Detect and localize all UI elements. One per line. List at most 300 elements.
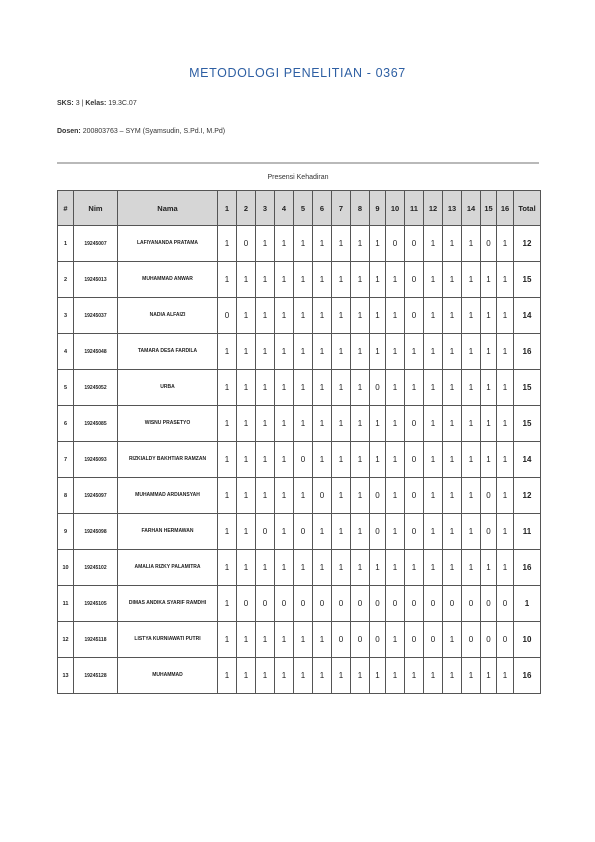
session-attendance: 1 [256, 262, 275, 298]
session-attendance: 0 [294, 442, 313, 478]
attendance-total: 16 [514, 334, 541, 370]
student-nim: 19245037 [74, 298, 118, 334]
session-attendance: 1 [332, 262, 351, 298]
student-nim: 19245098 [74, 514, 118, 550]
table-row [58, 658, 541, 694]
session-attendance: 0 [497, 586, 514, 622]
session-attendance: 0 [332, 586, 351, 622]
session-attendance: 0 [405, 586, 424, 622]
session-attendance: 0 [481, 586, 497, 622]
student-nim: 19245118 [74, 622, 118, 658]
session-attendance: 1 [275, 658, 294, 694]
session-attendance: 1 [351, 478, 370, 514]
session-attendance: 1 [370, 442, 386, 478]
column-header: 7 [332, 191, 351, 226]
student-nim: 19245007 [74, 226, 118, 262]
session-attendance: 1 [256, 622, 275, 658]
table-row [58, 406, 541, 442]
student-name: NADIA ALFAIZI [118, 298, 218, 334]
attendance-total: 14 [514, 442, 541, 478]
session-attendance: 1 [443, 442, 462, 478]
session-attendance: 0 [237, 586, 256, 622]
session-attendance: 1 [386, 370, 405, 406]
student-nim: 19245085 [74, 406, 118, 442]
session-attendance: 1 [313, 334, 332, 370]
session-attendance: 1 [462, 334, 481, 370]
session-attendance: 1 [497, 442, 514, 478]
session-attendance: 1 [386, 334, 405, 370]
column-header: 3 [256, 191, 275, 226]
session-attendance: 0 [370, 514, 386, 550]
session-attendance: 1 [218, 478, 237, 514]
session-attendance: 1 [497, 478, 514, 514]
session-attendance: 1 [256, 658, 275, 694]
session-attendance: 1 [351, 442, 370, 478]
session-attendance: 0 [370, 586, 386, 622]
column-header: 12 [424, 191, 443, 226]
attendance-total: 12 [514, 478, 541, 514]
session-attendance: 1 [462, 478, 481, 514]
session-attendance: 1 [218, 586, 237, 622]
session-attendance: 0 [313, 586, 332, 622]
column-header: Nama [118, 191, 218, 226]
header-row [58, 191, 541, 226]
session-attendance: 1 [443, 262, 462, 298]
session-attendance: 1 [443, 478, 462, 514]
student-name: MUHAMMAD ARDIANSYAH [118, 478, 218, 514]
session-attendance: 1 [405, 370, 424, 406]
session-attendance: 1 [313, 514, 332, 550]
session-attendance: 1 [497, 406, 514, 442]
column-header: 4 [275, 191, 294, 226]
session-attendance: 1 [218, 622, 237, 658]
session-attendance: 1 [424, 370, 443, 406]
table-row [58, 442, 541, 478]
session-attendance: 1 [218, 370, 237, 406]
session-attendance: 1 [256, 334, 275, 370]
session-attendance: 1 [481, 370, 497, 406]
session-attendance: 1 [481, 262, 497, 298]
table-caption: Presensi Kehadiran [267, 174, 329, 181]
row-number: 13 [58, 658, 74, 694]
row-number: 4 [58, 334, 74, 370]
session-attendance: 1 [275, 478, 294, 514]
course-info [57, 100, 137, 107]
session-attendance: 1 [386, 514, 405, 550]
dosen-value: 200803763 – SYM (Syamsudin, S.Pd.I, M.Pd) [82, 128, 226, 135]
student-name: WISNU PRASETYO [118, 406, 218, 442]
session-attendance: 1 [462, 550, 481, 586]
column-header: 9 [370, 191, 386, 226]
session-attendance: 1 [256, 298, 275, 334]
column-header: 16 [497, 191, 514, 226]
session-attendance: 1 [370, 550, 386, 586]
session-attendance: 1 [275, 226, 294, 262]
session-attendance: 1 [275, 622, 294, 658]
table-row [58, 262, 541, 298]
column-header: Total [514, 191, 541, 226]
session-attendance: 1 [443, 298, 462, 334]
session-attendance: 1 [424, 550, 443, 586]
session-attendance: 0 [256, 586, 275, 622]
session-attendance: 1 [313, 550, 332, 586]
session-attendance: 1 [462, 262, 481, 298]
column-header: Nim [74, 191, 118, 226]
session-attendance: 0 [424, 586, 443, 622]
session-attendance: 1 [443, 658, 462, 694]
session-attendance: 0 [370, 622, 386, 658]
session-attendance: 1 [332, 514, 351, 550]
session-attendance: 1 [424, 334, 443, 370]
row-number: 1 [58, 226, 74, 262]
session-attendance: 1 [424, 514, 443, 550]
session-attendance: 1 [386, 298, 405, 334]
session-attendance: 0 [481, 226, 497, 262]
session-attendance: 1 [313, 622, 332, 658]
session-attendance: 1 [386, 658, 405, 694]
session-attendance: 1 [237, 370, 256, 406]
session-attendance: 1 [294, 406, 313, 442]
session-attendance: 1 [497, 658, 514, 694]
kelas-label: Kelas: [85, 100, 107, 107]
column-header: 8 [351, 191, 370, 226]
session-attendance: 1 [370, 298, 386, 334]
session-attendance: 1 [351, 514, 370, 550]
session-attendance: 1 [313, 298, 332, 334]
session-attendance: 1 [462, 226, 481, 262]
attendance-total: 16 [514, 658, 541, 694]
session-attendance: 1 [332, 658, 351, 694]
session-attendance: 1 [218, 334, 237, 370]
session-attendance: 1 [497, 262, 514, 298]
session-attendance: 1 [332, 298, 351, 334]
session-attendance: 1 [424, 406, 443, 442]
session-attendance: 0 [332, 622, 351, 658]
session-attendance: 1 [443, 514, 462, 550]
session-attendance: 1 [424, 298, 443, 334]
session-attendance: 1 [370, 226, 386, 262]
attendance-total: 12 [514, 226, 541, 262]
row-number: 6 [58, 406, 74, 442]
session-attendance: 1 [275, 514, 294, 550]
session-attendance: 1 [481, 550, 497, 586]
session-attendance: 1 [218, 226, 237, 262]
session-attendance: 0 [386, 226, 405, 262]
session-attendance: 1 [481, 334, 497, 370]
session-attendance: 1 [462, 370, 481, 406]
session-attendance: 1 [462, 442, 481, 478]
session-attendance: 1 [462, 658, 481, 694]
session-attendance: 1 [332, 478, 351, 514]
student-name: LISTYA KURNIAWATI PUTRI [118, 622, 218, 658]
dosen-label: Dosen: [57, 128, 81, 135]
session-attendance: 1 [313, 262, 332, 298]
row-number: 2 [58, 262, 74, 298]
student-name: URBA [118, 370, 218, 406]
session-attendance: 0 [443, 586, 462, 622]
column-header: 15 [481, 191, 497, 226]
table-row [58, 622, 541, 658]
table-row [58, 334, 541, 370]
session-attendance: 0 [313, 478, 332, 514]
session-attendance: 1 [351, 658, 370, 694]
attendance-total: 11 [514, 514, 541, 550]
session-attendance: 1 [351, 334, 370, 370]
session-attendance: 1 [497, 226, 514, 262]
session-attendance: 1 [497, 298, 514, 334]
column-header: 10 [386, 191, 405, 226]
session-attendance: 1 [313, 406, 332, 442]
session-attendance: 1 [443, 370, 462, 406]
session-attendance: 1 [443, 406, 462, 442]
session-attendance: 0 [351, 586, 370, 622]
session-attendance: 1 [313, 658, 332, 694]
page-title: METODOLOGI PENELITIAN - 0367 [189, 66, 406, 80]
attendance-total: 14 [514, 298, 541, 334]
session-attendance: 1 [256, 226, 275, 262]
session-attendance: 1 [256, 406, 275, 442]
session-attendance: 1 [332, 370, 351, 406]
session-attendance: 1 [424, 658, 443, 694]
session-attendance: 0 [294, 514, 313, 550]
session-attendance: 1 [462, 406, 481, 442]
student-name: AMALIA RIZKY PALAMITRA [118, 550, 218, 586]
session-attendance: 1 [237, 514, 256, 550]
session-attendance: 1 [386, 406, 405, 442]
row-number: 8 [58, 478, 74, 514]
divider [57, 162, 539, 164]
session-attendance: 1 [313, 226, 332, 262]
session-attendance: 1 [462, 514, 481, 550]
student-name: FARHAN HERMAWAN [118, 514, 218, 550]
table-row [58, 586, 541, 622]
session-attendance: 0 [405, 514, 424, 550]
table-row [58, 550, 541, 586]
session-attendance: 1 [237, 406, 256, 442]
table-row [58, 514, 541, 550]
session-attendance: 1 [481, 406, 497, 442]
session-attendance: 1 [275, 550, 294, 586]
session-attendance: 0 [370, 478, 386, 514]
session-attendance: 1 [481, 298, 497, 334]
session-attendance: 0 [405, 406, 424, 442]
session-attendance: 1 [370, 262, 386, 298]
session-attendance: 1 [256, 550, 275, 586]
session-attendance: 0 [405, 298, 424, 334]
session-attendance: 1 [237, 550, 256, 586]
row-number: 10 [58, 550, 74, 586]
session-attendance: 1 [294, 334, 313, 370]
session-attendance: 0 [405, 442, 424, 478]
table-row [58, 298, 541, 334]
session-attendance: 1 [351, 262, 370, 298]
attendance-total: 15 [514, 370, 541, 406]
session-attendance: 1 [294, 370, 313, 406]
column-header: 11 [405, 191, 424, 226]
column-header: 6 [313, 191, 332, 226]
attendance-total: 10 [514, 622, 541, 658]
sks-label: SKS: [57, 100, 74, 107]
session-attendance: 1 [256, 370, 275, 406]
student-name: MUHAMMAD [118, 658, 218, 694]
table-body [58, 226, 541, 694]
row-number: 7 [58, 442, 74, 478]
session-attendance: 1 [332, 550, 351, 586]
session-attendance: 1 [294, 550, 313, 586]
column-header: 2 [237, 191, 256, 226]
session-attendance: 1 [370, 658, 386, 694]
session-attendance: 0 [481, 514, 497, 550]
session-attendance: 1 [424, 442, 443, 478]
session-attendance: 1 [294, 622, 313, 658]
session-attendance: 1 [386, 478, 405, 514]
sks-value: 3 [75, 100, 80, 107]
session-attendance: 1 [294, 226, 313, 262]
session-attendance: 1 [237, 442, 256, 478]
session-attendance: 0 [294, 586, 313, 622]
session-attendance: 1 [275, 262, 294, 298]
session-attendance: 1 [351, 406, 370, 442]
session-attendance: 1 [256, 442, 275, 478]
session-attendance: 1 [405, 334, 424, 370]
session-attendance: 1 [294, 478, 313, 514]
session-attendance: 1 [275, 298, 294, 334]
session-attendance: 1 [275, 370, 294, 406]
session-attendance: 1 [443, 550, 462, 586]
session-attendance: 1 [218, 406, 237, 442]
column-header: 5 [294, 191, 313, 226]
lecturer-info [57, 128, 225, 135]
session-attendance: 1 [332, 226, 351, 262]
session-attendance: 1 [443, 226, 462, 262]
session-attendance: 1 [481, 658, 497, 694]
session-attendance: 0 [497, 622, 514, 658]
table-row [58, 226, 541, 262]
session-attendance: 1 [405, 658, 424, 694]
session-attendance: 0 [462, 586, 481, 622]
table-row [58, 478, 541, 514]
attendance-total: 1 [514, 586, 541, 622]
separator: | [81, 100, 84, 107]
session-attendance: 0 [405, 478, 424, 514]
session-attendance: 0 [351, 622, 370, 658]
session-attendance: 1 [424, 262, 443, 298]
session-attendance: 1 [386, 622, 405, 658]
column-header: 1 [218, 191, 237, 226]
session-attendance: 0 [386, 586, 405, 622]
session-attendance: 1 [462, 298, 481, 334]
student-nim: 19245052 [74, 370, 118, 406]
row-number: 11 [58, 586, 74, 622]
session-attendance: 1 [351, 370, 370, 406]
kelas-value: 19.3C.07 [108, 100, 137, 107]
session-attendance: 0 [275, 586, 294, 622]
student-nim: 19245102 [74, 550, 118, 586]
student-nim: 19245048 [74, 334, 118, 370]
session-attendance: 1 [237, 298, 256, 334]
session-attendance: 1 [424, 226, 443, 262]
column-header: # [58, 191, 74, 226]
session-attendance: 0 [405, 622, 424, 658]
session-attendance: 1 [313, 370, 332, 406]
session-attendance: 1 [443, 622, 462, 658]
column-header: 13 [443, 191, 462, 226]
session-attendance: 1 [275, 406, 294, 442]
session-attendance: 1 [386, 550, 405, 586]
session-attendance: 1 [237, 262, 256, 298]
session-attendance: 1 [332, 442, 351, 478]
session-attendance: 0 [256, 514, 275, 550]
session-attendance: 1 [294, 298, 313, 334]
session-attendance: 1 [218, 514, 237, 550]
student-name: MUHAMMAD ANWAR [118, 262, 218, 298]
session-attendance: 0 [218, 298, 237, 334]
student-name: LAFIYANANDA PRATAMA [118, 226, 218, 262]
row-number: 5 [58, 370, 74, 406]
student-name: DIMAS ANDIKA SYARIF RAMDHI [118, 586, 218, 622]
session-attendance: 1 [351, 550, 370, 586]
session-attendance: 0 [424, 622, 443, 658]
student-name: RIZKIALDY BAKHTIAR RAMZAN [118, 442, 218, 478]
session-attendance: 1 [237, 658, 256, 694]
student-nim: 19245093 [74, 442, 118, 478]
session-attendance: 0 [462, 622, 481, 658]
session-attendance: 1 [443, 334, 462, 370]
session-attendance: 1 [332, 334, 351, 370]
session-attendance: 1 [481, 442, 497, 478]
session-attendance: 1 [351, 226, 370, 262]
student-name: TAMARA DESA FARDILA [118, 334, 218, 370]
student-nim: 19245105 [74, 586, 118, 622]
session-attendance: 1 [424, 478, 443, 514]
session-attendance: 1 [275, 334, 294, 370]
session-attendance: 1 [332, 406, 351, 442]
session-attendance: 1 [218, 442, 237, 478]
session-attendance: 1 [256, 478, 275, 514]
session-attendance: 1 [405, 550, 424, 586]
session-attendance: 1 [218, 550, 237, 586]
session-attendance: 0 [405, 262, 424, 298]
attendance-total: 16 [514, 550, 541, 586]
attendance-table [57, 190, 541, 694]
session-attendance: 1 [497, 550, 514, 586]
student-nim: 19245097 [74, 478, 118, 514]
row-number: 12 [58, 622, 74, 658]
student-nim: 19245128 [74, 658, 118, 694]
session-attendance: 1 [370, 406, 386, 442]
session-attendance: 1 [237, 478, 256, 514]
session-attendance: 0 [481, 478, 497, 514]
session-attendance: 1 [294, 658, 313, 694]
session-attendance: 1 [218, 262, 237, 298]
session-attendance: 1 [497, 334, 514, 370]
column-header: 14 [462, 191, 481, 226]
session-attendance: 0 [370, 370, 386, 406]
session-attendance: 1 [275, 442, 294, 478]
session-attendance: 1 [237, 622, 256, 658]
row-number: 3 [58, 298, 74, 334]
table-row [58, 370, 541, 406]
session-attendance: 1 [386, 262, 405, 298]
student-nim: 19245013 [74, 262, 118, 298]
session-attendance: 0 [405, 226, 424, 262]
row-number: 9 [58, 514, 74, 550]
session-attendance: 1 [294, 262, 313, 298]
session-attendance: 1 [237, 334, 256, 370]
session-attendance: 1 [386, 442, 405, 478]
session-attendance: 0 [237, 226, 256, 262]
attendance-total: 15 [514, 262, 541, 298]
